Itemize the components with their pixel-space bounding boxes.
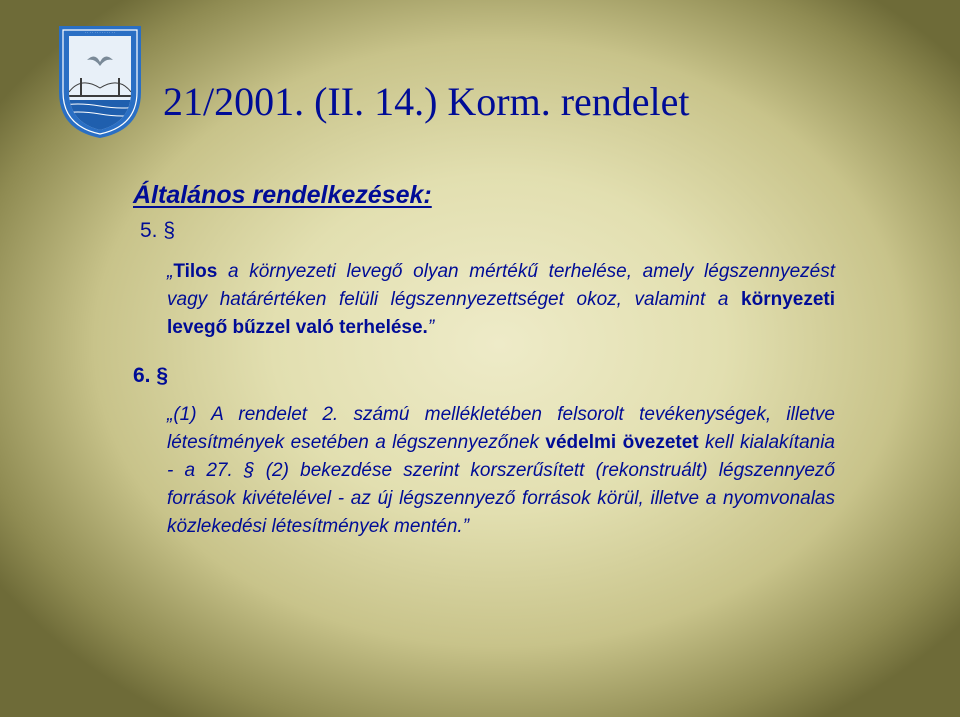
- quote-open: „: [167, 261, 174, 282]
- page-title: 21/2001. (II. 14.) Korm. rendelet: [163, 79, 690, 124]
- section-6-label: 6. §: [133, 364, 169, 387]
- svg-text:· · · · · · · · · · · · ·: · · · · · · · · · · · · ·: [84, 30, 116, 35]
- paragraph-text: kell kialakítania - a 27. § (2) bekezdése szerint korszerűsített (rekonstruált) légszennyező források kivételével - az új légszennyező források körül, illetve a nyomvonalas közlekedési létesítmények mentén.”: [167, 432, 836, 537]
- quote-close: ”: [427, 317, 435, 338]
- section-5-paragraph: [167, 258, 835, 342]
- section-6-paragraph: [167, 401, 835, 541]
- paragraph-text: „(1) A rendelet 2. számú mellékletében felsorolt tevékenységek, illetve létesítmények esetében a légszennyezőnek: [167, 404, 835, 453]
- emphasis-odor-load: környezeti levegő bűzzel való terhelése.: [167, 289, 835, 338]
- section-5-label: 5. §: [140, 219, 176, 242]
- paragraph-text: a környezeti levegő olyan mértékű terhelése, amely légszennyezést vagy határértéken felüli légszennyezettséget okoz, valamint a: [167, 261, 835, 310]
- section-heading-general: Általános rendelkezések:: [133, 181, 432, 209]
- municipal-seal-logo-icon: [57, 22, 143, 138]
- emphasis-protection-zone: védelmi övezetet: [545, 432, 699, 453]
- emphasis-tilos: Tilos: [173, 261, 218, 282]
